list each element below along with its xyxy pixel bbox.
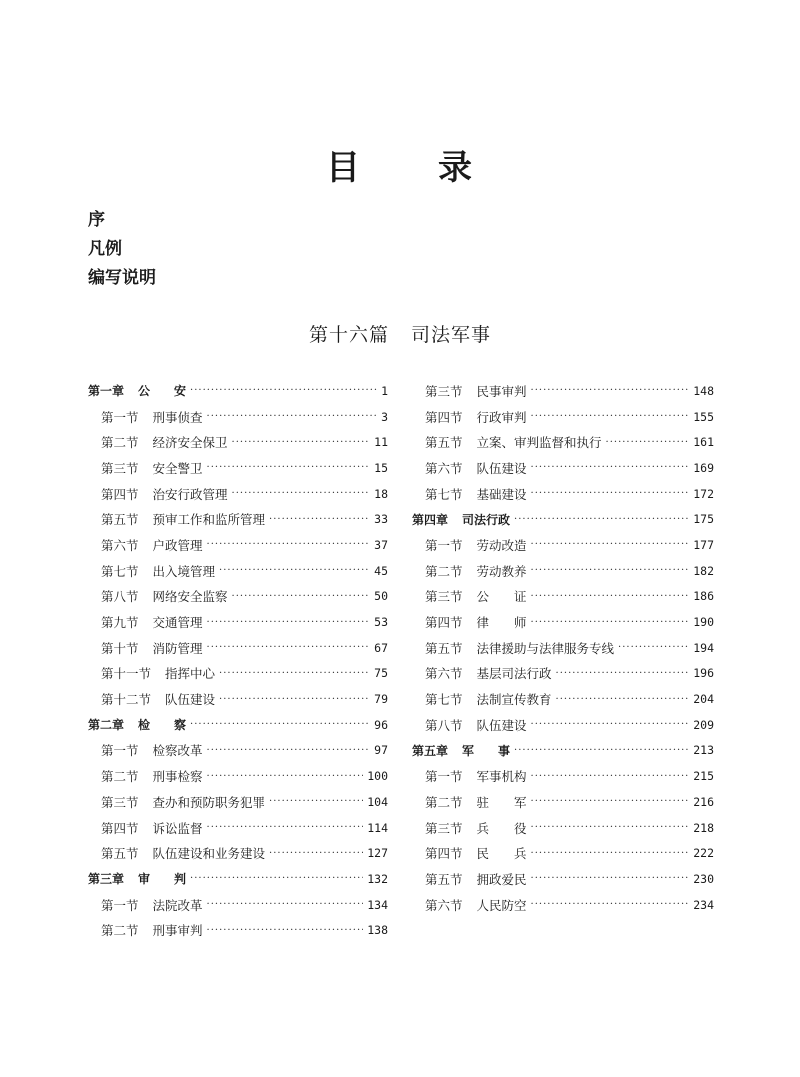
dot-leader bbox=[531, 796, 690, 807]
toc-entry-label bbox=[412, 664, 552, 682]
dot-leader bbox=[219, 668, 370, 679]
toc-page-number: 194 bbox=[693, 640, 714, 655]
toc-entry-name: 刑事检察 bbox=[152, 769, 203, 785]
dot-leader bbox=[618, 642, 689, 653]
dot-leader bbox=[531, 488, 690, 499]
toc-section-row[interactable] bbox=[88, 738, 388, 764]
toc-page-number: 132 bbox=[367, 871, 388, 886]
toc-entry-label bbox=[88, 587, 228, 605]
toc-entry-number: 第九节 bbox=[101, 615, 139, 631]
dot-leader bbox=[531, 719, 690, 730]
toc-page-number: 182 bbox=[693, 563, 714, 578]
toc-chapter-row[interactable] bbox=[412, 738, 714, 764]
toc-entry-label bbox=[88, 767, 203, 785]
toc-entry-name: 法律援助与法律服务专线 bbox=[476, 640, 615, 656]
toc-page-number: 18 bbox=[374, 486, 388, 501]
toc-section-row[interactable] bbox=[88, 892, 388, 918]
toc-page-number: 148 bbox=[693, 383, 714, 398]
toc-entry-number: 第二节 bbox=[101, 435, 139, 451]
dot-leader bbox=[514, 514, 689, 525]
toc-section-row[interactable] bbox=[88, 584, 388, 610]
toc-entry-number: 第十二节 bbox=[101, 692, 152, 708]
toc-page-number: 79 bbox=[374, 692, 388, 707]
toc-section-row[interactable] bbox=[88, 686, 388, 712]
toc-section-row[interactable] bbox=[412, 532, 714, 558]
toc-section-row[interactable] bbox=[412, 404, 714, 430]
toc-entry-label bbox=[88, 510, 265, 528]
toc-entry-number: 第四节 bbox=[101, 820, 139, 836]
dot-leader bbox=[232, 591, 371, 602]
toc-entry-label bbox=[88, 819, 203, 837]
toc-page-number: 104 bbox=[367, 794, 388, 809]
toc-entry-label bbox=[412, 536, 527, 554]
toc-entry-label bbox=[88, 793, 265, 811]
toc-page-number: 175 bbox=[693, 512, 714, 527]
toc-entry-name: 队伍建设和业务建设 bbox=[152, 846, 266, 862]
toc-entry-label bbox=[412, 793, 527, 811]
front-matter-item[interactable]: 凡例 bbox=[88, 239, 122, 259]
toc-entry-name: 预审工作和监所管理 bbox=[152, 512, 266, 528]
toc-entry-number: 第六节 bbox=[425, 666, 463, 682]
toc-page-number: 209 bbox=[693, 717, 714, 732]
toc-section-row[interactable] bbox=[412, 635, 714, 661]
toc-entry-name: 基础建设 bbox=[476, 486, 527, 502]
toc-entry-label bbox=[412, 459, 527, 477]
toc-entry-name: 队伍建设 bbox=[476, 460, 527, 476]
toc-entry-label bbox=[88, 536, 203, 554]
title-char-1: 目 bbox=[326, 148, 360, 188]
toc-entry-number: 第七节 bbox=[101, 563, 139, 579]
toc-section-row[interactable] bbox=[412, 481, 714, 507]
toc-page-number: 213 bbox=[693, 743, 714, 758]
toc-page-number: 3 bbox=[381, 409, 388, 424]
toc-entry-number: 第二章 bbox=[88, 718, 125, 733]
dot-leader bbox=[269, 514, 370, 525]
toc-entry-number: 第六节 bbox=[101, 537, 139, 553]
toc-section-row[interactable] bbox=[88, 763, 388, 789]
toc-entry-number: 第五节 bbox=[101, 512, 139, 528]
toc-entry-name: 检察改革 bbox=[152, 743, 203, 759]
toc-entry-number: 第七节 bbox=[425, 692, 463, 708]
dot-leader bbox=[207, 822, 364, 833]
dot-leader bbox=[219, 694, 370, 705]
toc-page-number: 37 bbox=[374, 537, 388, 552]
toc-page-number: 216 bbox=[693, 794, 714, 809]
toc-page-number: 186 bbox=[693, 589, 714, 604]
toc-page-number: 190 bbox=[693, 615, 714, 630]
toc-entry-name: 人民防空 bbox=[476, 897, 527, 913]
toc-page-number: 50 bbox=[374, 589, 388, 604]
dot-leader bbox=[531, 539, 690, 550]
toc-entry-name: 刑事审判 bbox=[152, 923, 203, 939]
toc-entry-name: 法制宣传教育 bbox=[476, 692, 552, 708]
toc-page-number: 127 bbox=[367, 846, 388, 861]
toc-entry-name: 检 察 bbox=[138, 718, 187, 733]
part-name: 司法军事 bbox=[411, 324, 492, 346]
toc-entry-name: 军事机构 bbox=[476, 769, 527, 785]
toc-section-row[interactable] bbox=[412, 866, 714, 892]
toc-entry-number: 第十节 bbox=[101, 640, 139, 656]
part-number: 第十六篇 bbox=[308, 324, 389, 346]
toc-entry-name: 队伍建设 bbox=[476, 717, 527, 733]
toc-page-number: 161 bbox=[693, 435, 714, 450]
toc-section-row[interactable] bbox=[412, 815, 714, 841]
toc-entry-label bbox=[88, 639, 203, 657]
toc-entry-label bbox=[412, 485, 527, 503]
toc-entry-number: 第六节 bbox=[425, 460, 463, 476]
toc-entry-label bbox=[412, 716, 527, 734]
toc-page-number: 11 bbox=[374, 435, 388, 450]
toc-page-number: 234 bbox=[693, 897, 714, 912]
toc-left-column bbox=[88, 378, 388, 943]
toc-chapter-row[interactable] bbox=[88, 378, 388, 404]
toc-entry-name: 驻 军 bbox=[476, 794, 527, 810]
dot-leader bbox=[531, 873, 690, 884]
toc-entry-label bbox=[88, 382, 186, 399]
toc-entry-name: 基层司法行政 bbox=[476, 666, 552, 682]
toc-entry-name: 民 兵 bbox=[476, 846, 527, 862]
toc-page-number: 97 bbox=[374, 743, 388, 758]
toc-entry-name: 户政管理 bbox=[152, 537, 203, 553]
toc-section-row[interactable] bbox=[412, 892, 714, 918]
toc-section-row[interactable] bbox=[88, 789, 388, 815]
toc-entry-number: 第二节 bbox=[425, 563, 463, 579]
toc-entry-number: 第一节 bbox=[425, 769, 463, 785]
front-matter bbox=[88, 206, 156, 293]
toc-chapter-row[interactable] bbox=[412, 506, 714, 532]
toc-entry-label bbox=[412, 767, 527, 785]
toc-page-number: 204 bbox=[693, 692, 714, 707]
toc-entry-number: 第三节 bbox=[425, 383, 463, 399]
toc-page-number: 196 bbox=[693, 666, 714, 681]
part-title bbox=[0, 320, 800, 347]
toc-section-row[interactable] bbox=[88, 455, 388, 481]
toc-page-number: 100 bbox=[367, 769, 388, 784]
dot-leader bbox=[556, 668, 690, 679]
toc-page-number: 75 bbox=[374, 666, 388, 681]
toc-page-number: 15 bbox=[374, 460, 388, 475]
toc-entry-number: 第三章 bbox=[88, 872, 125, 887]
dot-leader bbox=[207, 771, 364, 782]
toc-entry-label bbox=[88, 408, 203, 426]
toc-page-number: 177 bbox=[693, 537, 714, 552]
dot-leader bbox=[207, 925, 364, 936]
toc-entry-label bbox=[412, 819, 527, 837]
toc-section-row[interactable] bbox=[88, 481, 388, 507]
title-char-2: 录 bbox=[438, 148, 472, 188]
toc-section-row[interactable] bbox=[412, 429, 714, 455]
toc-entry-number: 第二节 bbox=[425, 794, 463, 810]
toc-entry-name: 队伍建设 bbox=[165, 692, 216, 708]
toc-entry-name: 消防管理 bbox=[152, 640, 203, 656]
toc-entry-label bbox=[412, 844, 527, 862]
toc-section-row[interactable] bbox=[412, 661, 714, 687]
dot-leader bbox=[207, 539, 371, 550]
toc-page-number: 169 bbox=[693, 460, 714, 475]
toc-section-row[interactable] bbox=[88, 840, 388, 866]
toc-entry-number: 第八节 bbox=[101, 589, 139, 605]
toc-section-row[interactable] bbox=[88, 404, 388, 430]
toc-entry-label bbox=[412, 639, 614, 657]
dot-leader bbox=[232, 437, 371, 448]
toc-entry-number: 第五节 bbox=[425, 435, 463, 451]
dot-leader bbox=[531, 385, 690, 396]
dot-leader bbox=[190, 873, 363, 884]
toc-entry-label bbox=[88, 716, 186, 733]
toc-entry-number: 第三节 bbox=[101, 460, 139, 476]
dot-leader bbox=[531, 771, 690, 782]
toc-page-number: 138 bbox=[367, 923, 388, 938]
toc-entry-number: 第二节 bbox=[101, 769, 139, 785]
toc-entry-name: 司法行政 bbox=[462, 512, 511, 527]
toc-entry-name: 民事审判 bbox=[476, 383, 527, 399]
toc-section-row[interactable] bbox=[88, 815, 388, 841]
dot-leader bbox=[556, 694, 690, 705]
toc-entry-label bbox=[412, 870, 527, 888]
dot-leader bbox=[207, 642, 371, 653]
toc-page-number: 172 bbox=[693, 486, 714, 501]
toc-entry-number: 第四节 bbox=[425, 409, 463, 425]
toc-entry-name: 立案、审判监督和执行 bbox=[476, 435, 602, 451]
toc-page-number: 53 bbox=[374, 615, 388, 630]
toc-entry-number: 第三节 bbox=[425, 820, 463, 836]
toc-section-row[interactable] bbox=[412, 712, 714, 738]
toc-entry-name: 交通管理 bbox=[152, 615, 203, 631]
toc-entry-label bbox=[412, 690, 552, 708]
toc-section-row[interactable] bbox=[88, 558, 388, 584]
toc-entry-name: 出入境管理 bbox=[152, 563, 216, 579]
toc-section-row[interactable] bbox=[88, 429, 388, 455]
toc-section-row[interactable] bbox=[412, 686, 714, 712]
toc-entry-label bbox=[88, 896, 203, 914]
dot-leader bbox=[514, 745, 689, 756]
toc-entry-name: 诉讼监督 bbox=[152, 820, 203, 836]
toc-page-number: 230 bbox=[693, 871, 714, 886]
front-matter-item[interactable]: 编写说明 bbox=[88, 268, 156, 288]
toc-entry-label bbox=[88, 613, 203, 631]
dot-leader bbox=[190, 385, 377, 396]
toc-entry-name: 公 安 bbox=[138, 384, 187, 399]
toc-section-row[interactable] bbox=[88, 635, 388, 661]
toc-page-number: 218 bbox=[693, 820, 714, 835]
toc-entry-name: 查办和预防职务犯罪 bbox=[152, 794, 266, 810]
toc-section-row[interactable] bbox=[88, 917, 388, 943]
toc-page-number: 114 bbox=[367, 820, 388, 835]
toc-entry-number: 第一章 bbox=[88, 384, 125, 399]
toc-entry-number: 第四章 bbox=[412, 512, 449, 527]
toc-entry-name: 兵 役 bbox=[476, 820, 527, 836]
toc-section-row[interactable] bbox=[88, 532, 388, 558]
toc-entry-label bbox=[88, 690, 215, 708]
toc-entry-number: 第五节 bbox=[425, 640, 463, 656]
toc-section-row[interactable] bbox=[412, 378, 714, 404]
toc-section-row[interactable] bbox=[88, 661, 388, 687]
toc-section-row[interactable] bbox=[412, 763, 714, 789]
dot-leader bbox=[531, 617, 690, 628]
toc-section-row[interactable] bbox=[412, 609, 714, 635]
dot-leader bbox=[269, 848, 363, 859]
toc-entry-label bbox=[412, 408, 527, 426]
toc-entry-number: 第四节 bbox=[101, 486, 139, 502]
toc-entry-name: 律 师 bbox=[476, 615, 527, 631]
toc-entry-name: 刑事侦查 bbox=[152, 409, 203, 425]
toc-entry-number: 第五节 bbox=[101, 846, 139, 862]
toc-page-number: 96 bbox=[374, 717, 388, 732]
toc-entry-name: 经济安全保卫 bbox=[152, 435, 228, 451]
dot-leader bbox=[232, 488, 371, 499]
toc-entry-name: 审 判 bbox=[138, 872, 187, 887]
toc-page-number: 215 bbox=[693, 769, 714, 784]
toc-entry-number: 第一节 bbox=[101, 409, 139, 425]
toc-chapter-row[interactable] bbox=[88, 866, 388, 892]
toc-entry-number: 第五章 bbox=[412, 743, 449, 758]
toc-entry-name: 网络安全监察 bbox=[152, 589, 228, 605]
toc-entry-name: 安全警卫 bbox=[152, 460, 203, 476]
toc-section-row[interactable] bbox=[88, 609, 388, 635]
toc-entry-label bbox=[88, 741, 203, 759]
toc-section-row[interactable] bbox=[412, 558, 714, 584]
toc-entry-number: 第十一节 bbox=[101, 666, 152, 682]
toc-section-row[interactable] bbox=[88, 506, 388, 532]
toc-entry-label bbox=[88, 562, 215, 580]
toc-entry-name: 公 证 bbox=[476, 589, 527, 605]
toc-entry-name: 指挥中心 bbox=[165, 666, 216, 682]
toc-entry-number: 第一节 bbox=[101, 743, 139, 759]
toc-entry-name: 治安行政管理 bbox=[152, 486, 228, 502]
toc-entry-number: 第四节 bbox=[425, 615, 463, 631]
toc-page-number: 1 bbox=[381, 383, 388, 398]
dot-leader bbox=[531, 565, 690, 576]
toc-entry-number: 第一节 bbox=[101, 897, 139, 913]
toc-entry-label bbox=[412, 511, 510, 528]
dot-leader bbox=[531, 411, 690, 422]
toc-entry-label bbox=[88, 870, 186, 887]
toc-entry-label bbox=[412, 382, 527, 400]
dot-leader bbox=[531, 591, 690, 602]
toc-page-number: 45 bbox=[374, 563, 388, 578]
dot-leader bbox=[190, 719, 370, 730]
dot-leader bbox=[269, 796, 363, 807]
toc-right-column bbox=[412, 378, 714, 917]
toc-entry-number: 第五节 bbox=[425, 871, 463, 887]
toc-entry-name: 法院改革 bbox=[152, 897, 203, 913]
dot-leader bbox=[207, 899, 364, 910]
toc-entry-label bbox=[88, 844, 265, 862]
toc-entry-number: 第二节 bbox=[101, 923, 139, 939]
toc-entry-label bbox=[88, 459, 203, 477]
dot-leader bbox=[219, 565, 370, 576]
toc-section-row[interactable] bbox=[412, 789, 714, 815]
toc-entry-name: 劳动教养 bbox=[476, 563, 527, 579]
toc-entry-name: 劳动改造 bbox=[476, 537, 527, 553]
toc-entry-number: 第一节 bbox=[425, 537, 463, 553]
toc-entry-number: 第三节 bbox=[425, 589, 463, 605]
toc-entry-number: 第七节 bbox=[425, 486, 463, 502]
toc-entry-number: 第四节 bbox=[425, 846, 463, 862]
toc-entry-label bbox=[412, 896, 527, 914]
toc-entry-name: 拥政爱民 bbox=[476, 871, 527, 887]
toc-entry-label bbox=[88, 485, 228, 503]
toc-section-row[interactable] bbox=[412, 455, 714, 481]
toc-entry-label bbox=[88, 921, 203, 939]
toc-entry-label bbox=[88, 433, 228, 451]
dot-leader bbox=[207, 411, 378, 422]
toc-section-row[interactable] bbox=[412, 584, 714, 610]
toc-page-number: 67 bbox=[374, 640, 388, 655]
toc-entry-number: 第八节 bbox=[425, 717, 463, 733]
toc-page-number: 222 bbox=[693, 846, 714, 861]
toc-entry-number: 第六节 bbox=[425, 897, 463, 913]
toc-section-row[interactable] bbox=[412, 840, 714, 866]
dot-leader bbox=[606, 437, 690, 448]
toc-chapter-row[interactable] bbox=[88, 712, 388, 738]
front-matter-item[interactable]: 序 bbox=[88, 210, 105, 230]
toc-entry-label bbox=[412, 433, 602, 451]
dot-leader bbox=[207, 462, 371, 473]
dot-leader bbox=[531, 899, 690, 910]
toc-entry-number: 第三节 bbox=[101, 794, 139, 810]
toc-entry-label bbox=[412, 587, 527, 605]
toc-page-number: 33 bbox=[374, 512, 388, 527]
toc-entry-label bbox=[412, 562, 527, 580]
dot-leader bbox=[531, 822, 690, 833]
dot-leader bbox=[207, 745, 371, 756]
toc-entry-name: 军 事 bbox=[462, 743, 511, 758]
dot-leader bbox=[531, 462, 690, 473]
toc-entry-label bbox=[412, 742, 510, 759]
toc-entry-label bbox=[88, 664, 215, 682]
dot-leader bbox=[531, 848, 690, 859]
toc-page-number: 134 bbox=[367, 897, 388, 912]
toc-page-number: 155 bbox=[693, 409, 714, 424]
toc-entry-label bbox=[412, 613, 527, 631]
toc-entry-name: 行政审判 bbox=[476, 409, 527, 425]
dot-leader bbox=[207, 617, 371, 628]
